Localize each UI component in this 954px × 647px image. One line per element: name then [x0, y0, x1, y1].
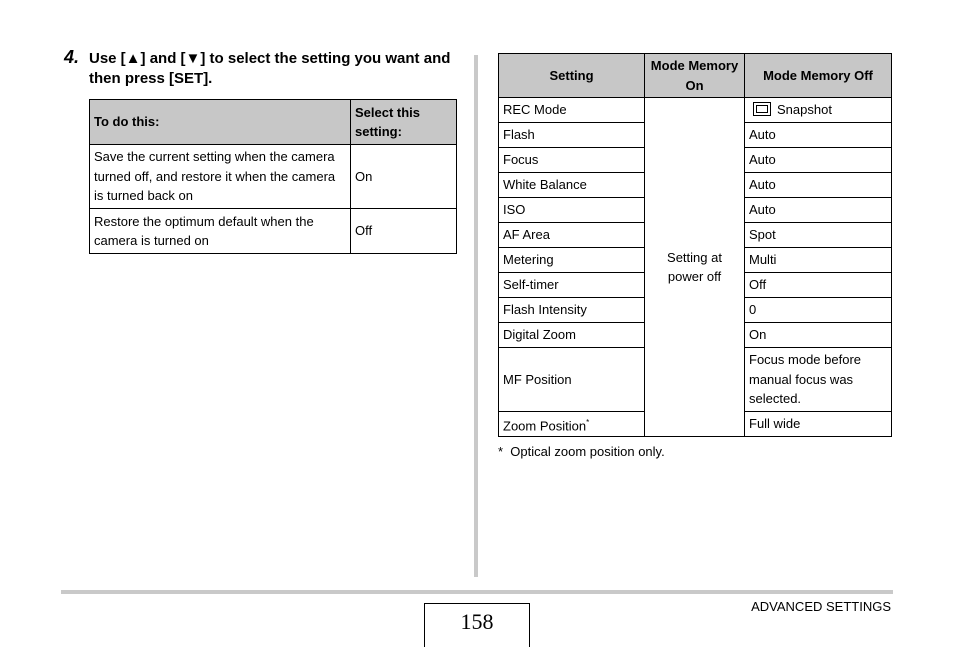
memory-off-cell: [745, 98, 892, 123]
step-text: Use [▲] and [▼] to select the setting you want and then press [SET].: [89, 50, 451, 87]
setting-label: Zoom Position: [503, 417, 587, 433]
snapshot-icon: [753, 102, 771, 116]
setting-cell: REC Mode: [499, 98, 645, 123]
footnote: [498, 442, 665, 461]
setting-cell: Flash: [499, 123, 645, 148]
footnote-text: Optical zoom position only.: [510, 444, 665, 459]
column-header: Select this setting:: [351, 100, 457, 145]
setting-cell: ISO: [499, 198, 645, 223]
setting-cell: Focus: [499, 148, 645, 173]
memory-off-cell: On: [745, 323, 892, 348]
setting-cell: Digital Zoom: [499, 323, 645, 348]
memory-off-cell: Spot: [745, 223, 892, 248]
action-table: [89, 99, 457, 254]
column-header: Mode Memory On: [645, 54, 745, 98]
setting-cell: Flash Intensity: [499, 298, 645, 323]
mode-memory-table: [498, 53, 892, 437]
column-header: To do this:: [90, 100, 351, 145]
table-header-row: [90, 100, 457, 145]
page-number: 158: [424, 603, 530, 647]
table-header-row: [499, 54, 892, 98]
footnote-mark: *: [498, 444, 504, 459]
memory-off-cell: 0: [745, 298, 892, 323]
setting-cell: AF Area: [499, 223, 645, 248]
memory-off-cell: Auto: [745, 148, 892, 173]
memory-off-cell: Off: [745, 273, 892, 298]
setting-cell: White Balance: [499, 173, 645, 198]
setting-cell: Metering: [499, 248, 645, 273]
column-divider: [474, 55, 478, 577]
table-row: [499, 98, 892, 123]
table-cell: On: [351, 145, 457, 209]
memory-off-cell: Full wide: [745, 412, 892, 437]
setting-cell: MF Position: [499, 348, 645, 412]
setting-cell: [499, 412, 645, 437]
memory-off-cell: Multi: [745, 248, 892, 273]
table-cell: Restore the optimum default when the camera is turned on: [90, 209, 351, 254]
column-header: Mode Memory Off: [745, 54, 892, 98]
table-row: [90, 145, 457, 209]
memory-off-cell: Focus mode before manual focus was selected.: [745, 348, 892, 412]
section-name: ADVANCED SETTINGS: [751, 599, 891, 614]
table-cell: Save the current setting when the camera turned off, and restore it when the camera is turned back on: [90, 145, 351, 209]
footer-rule: [61, 590, 893, 594]
footnote-marker: *: [586, 417, 590, 427]
memory-on-cell: Setting at power off: [645, 98, 745, 437]
step-number: 4.: [64, 47, 80, 67]
memory-off-cell: Auto: [745, 173, 892, 198]
setting-cell: Self-timer: [499, 273, 645, 298]
memory-off-cell: Auto: [745, 198, 892, 223]
table-cell: Off: [351, 209, 457, 254]
column-header: Setting: [499, 54, 645, 98]
memory-off-cell: Auto: [745, 123, 892, 148]
table-row: [90, 209, 457, 254]
memory-off-value: Snapshot: [777, 102, 832, 118]
